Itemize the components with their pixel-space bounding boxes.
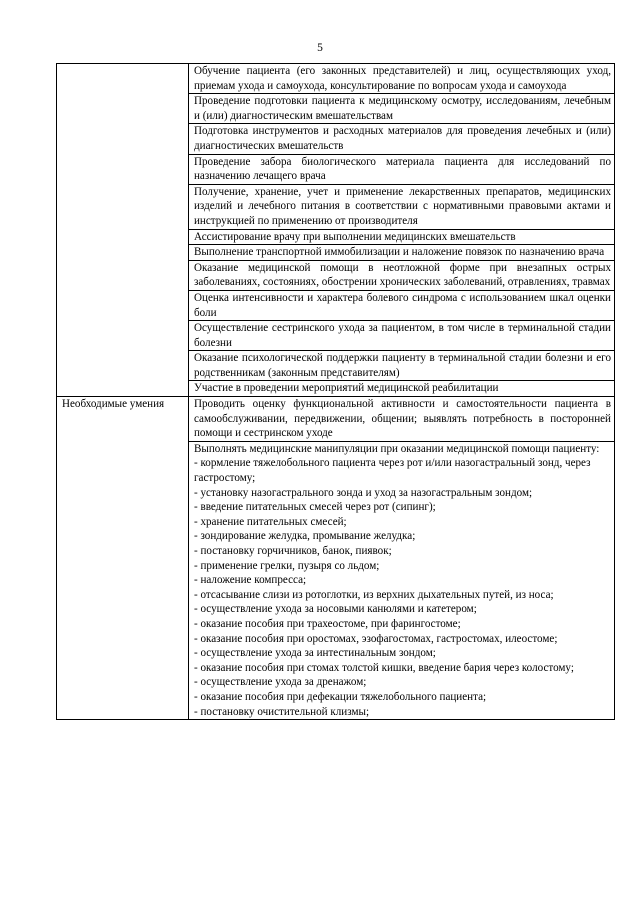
list-item: - постановку горчичников, банок, пиявок; [194, 545, 392, 557]
list-intro: Выполнять медицинские манипуляции при оказании медицинской помощи пациенту: [194, 442, 600, 455]
competency-table [56, 63, 615, 720]
list-item: Обучение пациента (его законных представителей) и лиц, осуществляющих уход, приемам ухода и самоухода, консультирование по вопросам ухода и самоухода [189, 64, 615, 94]
list-item: - введение питательных смесей через рот (сипинг); [194, 501, 436, 514]
list-item: - зондирование желудка, промывание желудка; [194, 530, 416, 543]
list-item: Ассистирование врачу при выполнении медицинских вмешательств [189, 229, 615, 245]
list-item: Оказание медицинской помощи в неотложной форме при внезапных острых заболеваниях, состояниях, обострении хронических заболеваний, отравлениях, травмах [189, 260, 615, 290]
list-item: Проведение подготовки пациента к медицинскому осмотру, исследованиям, лечебным и (или) диагностическим вмешательствам [189, 94, 615, 124]
list-item: - оказание пособия при оростомах, эзофагостомах, гастростомах, илеостоме; [194, 632, 558, 645]
list-item: Подготовка инструментов и расходных материалов для проведения лечебных и (или) диагностических вмешательств [189, 124, 615, 154]
list-item: - оказание пособия при дефекации тяжелобольного пациента; [194, 690, 487, 703]
table-row [57, 397, 615, 442]
list-item: - оказание пособия при трахеостоме, при фарингостоме; [194, 617, 461, 630]
list-item: - постановку очистительной клизмы; [194, 705, 370, 718]
list-item: - наложение компресса; [194, 574, 307, 587]
list-item: - отсасывание слизи из ротоглотки, из верхних дыхательных путей, из носа; [194, 588, 554, 601]
table-row [57, 64, 615, 94]
list-item: - оказание пособия при стомах толстой кишки, введение бария через колостому; [194, 661, 574, 674]
section-label-cell [57, 64, 189, 397]
list-item: - хранение питательных смесей; [194, 515, 347, 528]
page-number: 5 [317, 42, 323, 54]
list-item: Проведение забора биологического материала пациента для исследований по назначению лечащего врача [189, 154, 615, 184]
list-item: - осуществление ухода за дренажом; [194, 676, 367, 689]
list-item: - кормление тяжелобольного пациента через рот и/или назогастральный зонд, через гастростому; [194, 457, 591, 485]
list-item: - осуществление ухода за носовыми канюлями и катетером; [194, 603, 477, 616]
section-label-cell: Необходимые умения [57, 397, 189, 720]
list-item: - осуществление ухода за интестинальным зондом; [194, 647, 436, 660]
list-item: - установку назогастрального зонда и уход за назогастральным зондом; [194, 486, 533, 499]
list-item: Выполнение транспортной иммобилизации и наложение повязок по назначению врача [189, 245, 615, 261]
list-item: Оказание психологической поддержки пациенту в терминальной стадии болезни и его родственникам (законным представителям) [189, 351, 615, 381]
list-item: Оценка интенсивности и характера болевого синдрома с использованием шкал оценки боли [189, 290, 615, 320]
manipulations-cell [189, 441, 615, 719]
list-item: - применение грелки, пузыря со льдом; [194, 559, 380, 572]
list-item: Участие в проведении мероприятий медицинской реабилитации [189, 381, 615, 397]
list-item: Проводить оценку функциональной активности и самостоятельности пациента в самообслуживании, передвижении, общении; выявлять потребность в посторонней помощи и сестринском уходе [189, 397, 615, 442]
list-item: Осуществление сестринского ухода за пациентом, в том числе в терминальной стадии болезни [189, 321, 615, 351]
list-item: Получение, хранение, учет и применение лекарственных препаратов, медицинских изделий и лечебного питания в соответствии с нормативными правовыми актами и инструкцией по применению от производителя [189, 184, 615, 229]
